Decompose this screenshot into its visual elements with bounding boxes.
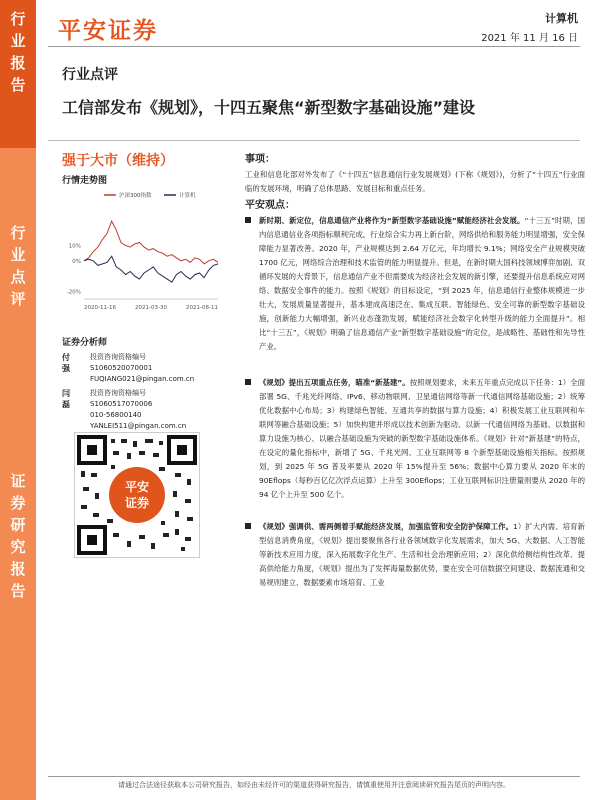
qr-pattern-icon [75,433,199,557]
sidebar-char: 证 [10,472,26,490]
analyst-phone: 010-56800140 [90,411,142,419]
bullet-text: “十三五”时期，国内信息通信业各项指标顺利完成，行业综合实力再上新台阶，网络供给和服务能力明显增强，安全保障能力显著改善。2020 年，产业规模达到 2.64 万亿元，年均增长 9.1%；网络安全产业规模突破 1700 亿元，网络综合治理和技术监管的能力明显提升。但是，在新时期大国科技领域博弈加剧、双循环发展的大背景下，信息通信产业不但需要成为经济社会发展的新引擎，还要提升信息系统应对网络、数据安全事件的能力。按照《规划》的目标设定，“到 2025 年，信息通信行业整体规模进一步壮大，发展质量显著提升，基本建成高速泛在、集成互联、智能绿色、安全可靠的新型数字基础设施，创新能力大幅增强，新兴业态蓬勃发展，赋能经济社会数字化转型升级的能力全面提升”。相比“十三五”，《规划》明确了信息通信产业“新型数字基础设施”的定位，是战略性、基础性和先导性产业。 [259,216,585,351]
bullet-bold: 新时期、新定位，信息通信产业将作为“新型数字基础设施”赋能经济社会发展。 [259,216,525,225]
header-divider [48,46,580,47]
sidebar-label-report [0,0,36,148]
title-divider [48,140,580,141]
bullet-bold: 《规划》提出五项重点任务，瞄准“新基建”。 [259,378,410,387]
analyst-email[interactable]: YANLEI511@pingan.com.cn [90,422,187,430]
legend-label: 计算机 [179,193,196,199]
sidebar-char: 究 [10,538,26,556]
bullet-text: 1）扩大内需、培育新型信息消费角度，《规划》提出要聚焦各行业各领域数字化发展需求，加大 5G、大数据、人工智能等新技术应用力度，深入拓展数字化生产、生活和社会治理新应用；2）深化供给侧结构性改革、提高供给能力角度，《规划》提出为了发挥海量数据优势，要在安全可信数据空间建设、数据流通和交易规则建立、数据要素市场培育、工业 [259,522,585,587]
event-text: 工业和信息化部对外发布了《“十四五”信息通信行业发展规划》(下称《规划》)，分析了“十四五”行业面临的发展环境，明确了总体思路、发展目标和重点任务。 [245,170,585,193]
analyst-cert-number: S1060517070006 [90,400,153,408]
analyst-cert-label: 投资咨询资格编号 [90,389,146,397]
company-logo: 平安证券 [58,17,158,44]
sidebar-label-comment [0,222,36,310]
sidebar-char: 行 [10,224,26,242]
y-tick-label: 0% [72,258,81,265]
bullet-square-icon [245,217,251,223]
bullet-square-icon [245,523,251,529]
analyst-email[interactable]: FUQIANG021@pingan.com.cn [90,375,195,383]
bullet-text: 按照规划要求，未来五年重点完成以下任务：1）全面部署 5G、千兆光纤网络、IPv6、移动物联网、卫星通信网络等新一代通信网络基础设施；2）统筹优化数据中心布局；3）构建绿色智能、互通共享的数据与算力设施；4）积极发展工业互联网和车联网等融合基础设施；5）加快构建并形成以技术创新为驱动、以新一代通信网络为基础、以数据和算力设施为核心、以融合基础设施为突破的新型数字基础设施体系。《规划》针对“新基建”的特点，在设定的量化指标中，新增了 5G、千兆光网、工业互联网等 8 个新型基础设施相关指标。按照规划，到 2025 年 5G 普及率要从 2020 年 15%提升至 56%；数据中心算力要从 2020 年末的 90Eflops（每秒百亿亿次浮点运算）上升至 300Eflops；工业互联网标识注册量则要从 2020 年的 94 亿个上升至 500 亿个。 [259,378,585,499]
sidebar-char: 业 [10,246,26,264]
event-heading: 事项： [245,154,275,165]
qr-label-line2: 证券 [124,496,150,510]
sector-label: 计算机 [545,12,578,25]
sidebar-char: 评 [10,290,26,308]
list-item [245,376,585,502]
qr-code [74,432,200,558]
list-item [245,214,585,354]
bullet-bold: 《规划》强调供、需两侧着手赋能经济发展，加强监管和安全防护保障工作。 [259,522,514,531]
page-title: 工信部发布《规划》，十四五聚焦“新型数字基础设施”建设 [62,98,476,117]
analyst-name: 付强 [62,353,70,373]
analyst-name: 闫磊 [62,389,70,409]
report-date: 2021 年 11 月 16 日 [481,33,578,44]
analyst-cert-label: 投资咨询资格编号 [90,353,146,361]
sidebar-label-research [0,470,36,602]
sidebar [0,0,36,800]
footer-divider [48,776,580,777]
sidebar-char: 点 [10,268,26,286]
legend-label: 沪深300指数 [119,193,152,199]
y-tick-label: -20% [66,289,81,296]
rating-badge: 强于大市（维持） [62,153,174,169]
qr-label-line1: 平安 [124,480,150,494]
sidebar-char: 行 [10,10,26,28]
footer-disclaimer: 请通过合法途径获取本公司研究报告，如经由未经许可的渠道获得研究报告，请慎重使用并注意阅读研究报告尾页的声明内容。 [118,781,510,789]
y-tick-label: 10% [68,243,81,250]
sidebar-char: 业 [10,32,26,50]
sidebar-char: 券 [10,494,26,512]
analyst-heading: 证券分析师 [62,338,108,348]
trend-chart [62,187,222,322]
sidebar-char: 报 [10,560,26,578]
sidebar-char: 告 [10,76,26,94]
analyst-cert-number: S1060520070001 [90,364,153,372]
trend-chart-label: 行情走势图 [62,176,108,186]
list-item [245,520,585,590]
series-line-2 [84,256,218,282]
x-tick-label: 2021-03-30 [135,305,167,311]
x-tick-label: 2021-08-11 [186,305,218,311]
sidebar-char: 报 [10,54,26,72]
view-heading: 平安观点： [245,200,295,211]
report-type: 行业点评 [62,67,118,83]
x-tick-label: 2020-11-16 [84,305,116,311]
main-content [245,152,585,594]
series-line-1 [84,221,218,264]
sidebar-char: 告 [10,582,26,600]
bullet-square-icon [245,379,251,385]
sidebar-char: 研 [10,516,26,534]
